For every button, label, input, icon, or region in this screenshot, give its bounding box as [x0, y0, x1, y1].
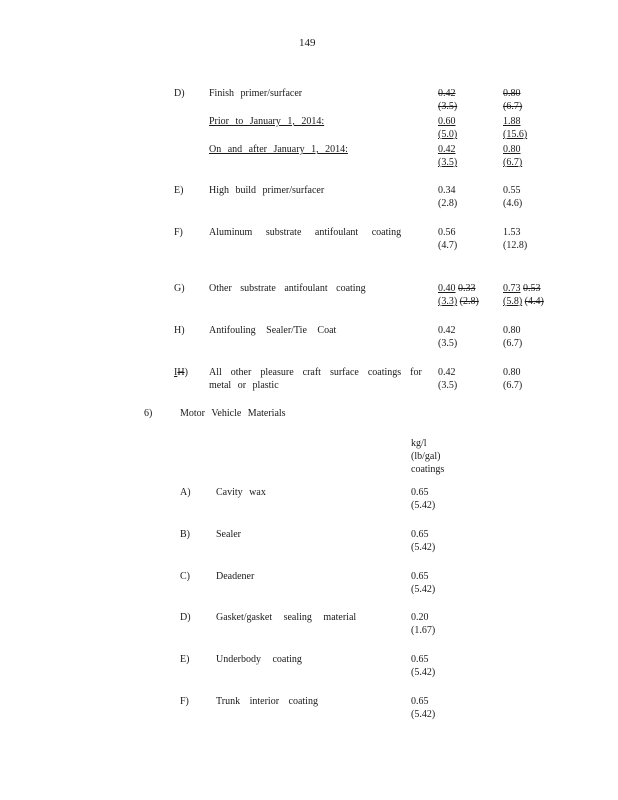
item-label-h: H) [174, 325, 185, 336]
value-struck: 0.53 [523, 283, 541, 294]
value: (3.5) [438, 338, 458, 349]
mv-item-kg: 0.65 [411, 487, 429, 498]
mv-item-name: Sealer [216, 529, 241, 540]
value-pair [503, 282, 541, 295]
value-pair [503, 295, 544, 308]
item-label-e: E) [174, 185, 184, 196]
mv-item-label: E) [180, 654, 190, 665]
value-inserted: 0.80 [503, 144, 521, 155]
item-label-f: F) [174, 227, 183, 238]
value-inserted: (5.0) [438, 129, 458, 140]
mv-item-kg: 0.20 [411, 612, 429, 623]
value: (12.8) [503, 240, 528, 251]
mv-item-name: Underbody coating [216, 654, 302, 665]
value: (6.7) [503, 380, 523, 391]
mv-item-label: F) [180, 696, 189, 707]
mv-item-lb: (5.42) [411, 667, 436, 678]
value-struck: (2.8) [459, 296, 479, 307]
value: 0.56 [438, 227, 456, 238]
value-struck: 0.80 [503, 88, 521, 99]
value-inserted: (3.3) [438, 296, 458, 307]
mv-item-kg: 0.65 [411, 571, 429, 582]
after-date-label: On and after January 1, 2014: [209, 144, 348, 155]
value-pair [438, 282, 476, 295]
mv-item-name: Gasket/gasket sealing material [216, 612, 357, 623]
value: (3.5) [438, 380, 458, 391]
mv-item-kg: 0.65 [411, 654, 429, 665]
item-title-f: Aluminum substrate antifoulant coating [209, 227, 402, 238]
mv-item-lb: (5.42) [411, 500, 436, 511]
value-inserted: (5.8) [503, 296, 523, 307]
value: (4.6) [503, 198, 523, 209]
value: 0.34 [438, 185, 456, 196]
item-title-g: Other substrate antifoulant coating [209, 283, 366, 294]
value: (4.7) [438, 240, 458, 251]
section-number: 6) [144, 408, 153, 419]
item-label-d: D) [174, 88, 185, 99]
item-title-e: High build primer/surfacer [209, 185, 325, 196]
label-paren: ) [184, 367, 188, 378]
mv-item-label: A) [180, 487, 191, 498]
value: (2.8) [438, 198, 458, 209]
mv-item-lb: (5.42) [411, 584, 436, 595]
item-title-d: Finish primer/surfacer [209, 88, 303, 99]
mv-item-name: Cavity wax [216, 487, 266, 498]
mv-item-kg: 0.65 [411, 696, 429, 707]
unit-header: (lb/gal) [411, 451, 441, 462]
mv-item-name: Trunk interior coating [216, 696, 318, 707]
mv-item-label: B) [180, 529, 190, 540]
value-struck: (4.4) [524, 296, 544, 307]
mv-item-lb: (5.42) [411, 542, 436, 553]
value-struck: (6.7) [503, 101, 523, 112]
label-struck: H [177, 367, 185, 378]
mv-item-name: Deadener [216, 571, 255, 582]
value: 0.80 [503, 367, 521, 378]
value-inserted: 0.60 [438, 116, 456, 127]
page-number: 149 [299, 37, 316, 49]
mv-item-label: C) [180, 571, 190, 582]
value-struck: (3.5) [438, 101, 458, 112]
mv-item-lb: (1.67) [411, 625, 436, 636]
value-inserted: 0.42 [438, 144, 456, 155]
label-inserted: I [174, 367, 178, 378]
unit-header: kg/l [411, 438, 427, 449]
item-label-g: G) [174, 283, 185, 294]
item-label-i [174, 366, 188, 379]
mv-item-kg: 0.65 [411, 529, 429, 540]
item-title-i-line1: All other pleasure craft surface coatings for [209, 367, 422, 378]
value: 0.42 [438, 367, 456, 378]
value-inserted: 0.73 [503, 283, 521, 294]
value-inserted: (3.5) [438, 157, 458, 168]
value-inserted: (6.7) [503, 157, 523, 168]
mv-item-label: D) [180, 612, 191, 623]
item-title-h: Antifouling Sealer/Tie Coat [209, 325, 337, 336]
item-title-i-line2: metal or plastic [209, 380, 279, 391]
value-struck: 0.42 [438, 88, 456, 99]
value: 0.80 [503, 325, 521, 336]
value-inserted: 0.40 [438, 283, 456, 294]
value: 0.55 [503, 185, 521, 196]
unit-header: coatings [411, 464, 445, 475]
value-inserted: (15.6) [503, 129, 528, 140]
mv-item-lb: (5.42) [411, 709, 436, 720]
value: 0.42 [438, 325, 456, 336]
prior-date-label: Prior to January 1, 2014: [209, 116, 325, 127]
value-pair [438, 295, 479, 308]
section-heading: Motor Vehicle Materials [180, 408, 286, 419]
value: 1.53 [503, 227, 521, 238]
value-inserted: 1.88 [503, 116, 521, 127]
value-struck: 0.33 [458, 283, 476, 294]
value: (6.7) [503, 338, 523, 349]
